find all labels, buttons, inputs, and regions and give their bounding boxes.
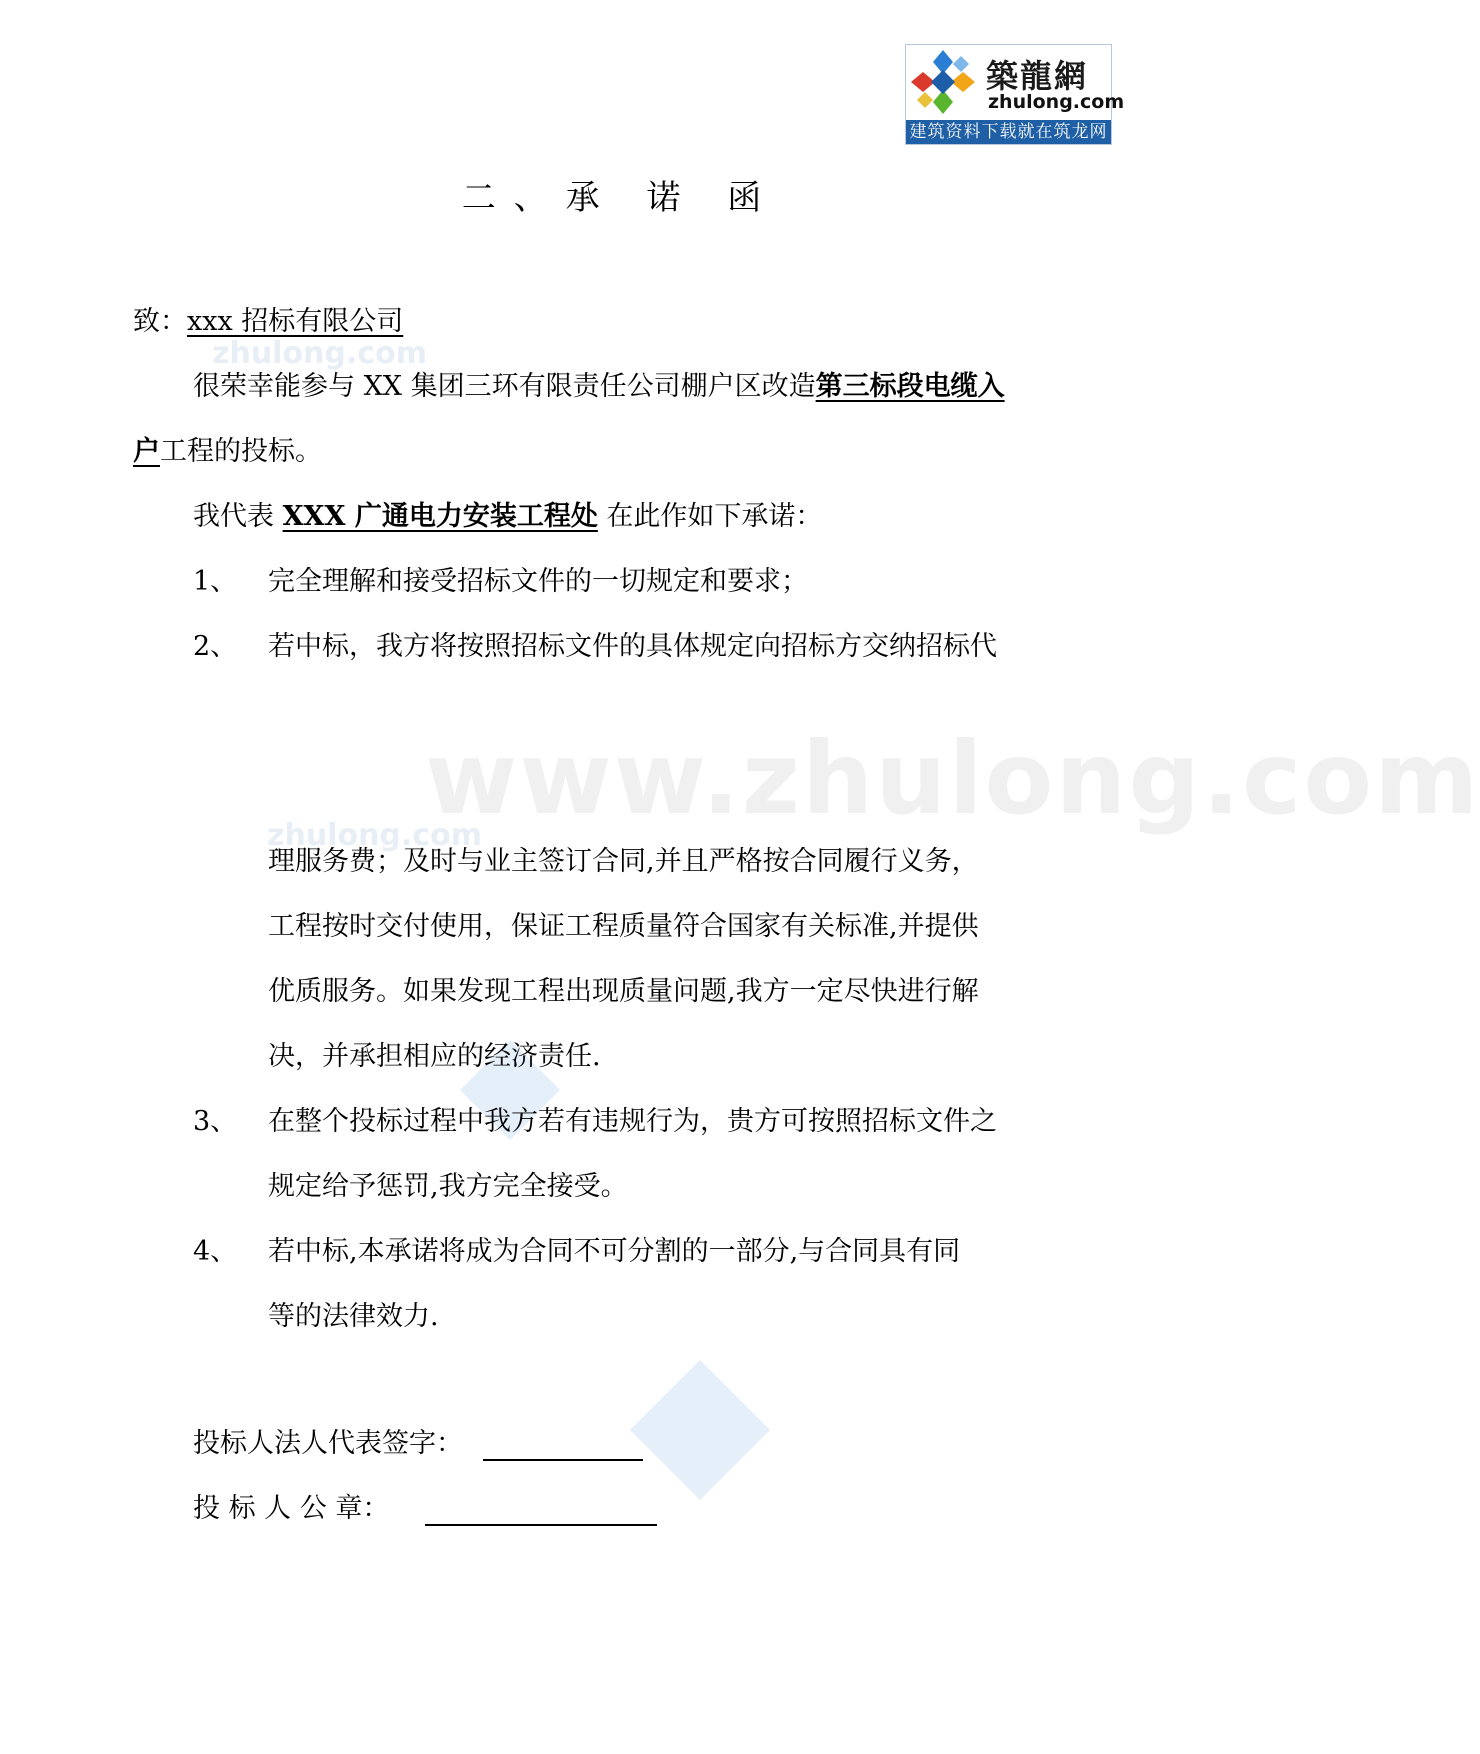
page-title: 二、承 诺 函 bbox=[461, 178, 780, 218]
seal-label: 投 标 人 公 章： bbox=[193, 1493, 390, 1524]
item-text: 规定给予惩罚,我方完全接受。 bbox=[268, 1171, 628, 1202]
item-text: 优质服务。如果发现工程出现质量问题,我方一定尽快进行解 bbox=[268, 976, 979, 1007]
item-text: 若中标,本承诺将成为合同不可分割的一部分,与合同具有同 bbox=[268, 1236, 961, 1267]
logo-tagline: 建筑资料下载就在筑龙网 bbox=[906, 120, 1111, 144]
logo-chinese-name: 築龍網 bbox=[986, 57, 1089, 95]
rep-suffix: 在此作如下承诺： bbox=[597, 501, 823, 532]
watermark-small: zhulong.com bbox=[267, 818, 482, 853]
rep-signature-line bbox=[483, 1459, 643, 1461]
item-text: 决，并承担相应的经济责任. bbox=[268, 1041, 601, 1072]
intro-text-end: 工程的投标。 bbox=[160, 436, 322, 467]
addressee-line bbox=[133, 308, 403, 335]
addressee-company: xxx 招标有限公司 bbox=[187, 306, 404, 337]
seal-line bbox=[425, 1524, 657, 1526]
zhulong-emblem-icon bbox=[909, 48, 977, 116]
intro-line-1 bbox=[193, 373, 1005, 400]
item-number: 1、 bbox=[193, 566, 238, 597]
item-text: 完全理解和接受招标文件的一切规定和要求； bbox=[268, 566, 808, 597]
item-number: 4、 bbox=[193, 1236, 238, 1267]
intro-line-2 bbox=[133, 438, 322, 465]
item-text: 理服务费；及时与业主签订合同,并且严格按合同履行义务， bbox=[268, 846, 979, 877]
item-number: 3、 bbox=[193, 1106, 238, 1137]
watermark-small: zhulong.com bbox=[212, 336, 427, 371]
item-text: 等的法律效力. bbox=[268, 1301, 439, 1332]
intro-text: 很荣幸能参与 XX 集团三环有限责任公司棚户区改造 bbox=[193, 371, 816, 402]
watermark-large: www.zhulong.com bbox=[425, 720, 1480, 837]
item-number: 2、 bbox=[193, 631, 238, 662]
intro-project: 第三标段电缆入 bbox=[815, 371, 1005, 402]
zhulong-logo bbox=[905, 44, 1125, 145]
rep-prefix: 我代表 bbox=[193, 501, 283, 532]
addressee-prefix: 致： bbox=[133, 306, 187, 337]
watermark-emblem-icon bbox=[630, 1360, 770, 1500]
rep-company: XXX 广通电力安装工程处 bbox=[282, 501, 598, 532]
intro-project-end: 户 bbox=[133, 436, 160, 467]
item-text: 在整个投标过程中我方若有违规行为，贵方可按照招标文件之 bbox=[268, 1106, 997, 1137]
rep-signature-label: 投标人法人代表签字： bbox=[193, 1428, 463, 1459]
representative-line bbox=[193, 503, 822, 530]
logo-english-name: zhulong.com bbox=[988, 91, 1125, 113]
item-text: 若中标，我方将按照招标文件的具体规定向招标方交纳招标代 bbox=[268, 631, 997, 662]
item-text: 工程按时交付使用，保证工程质量符合国家有关标准,并提供 bbox=[268, 911, 979, 942]
